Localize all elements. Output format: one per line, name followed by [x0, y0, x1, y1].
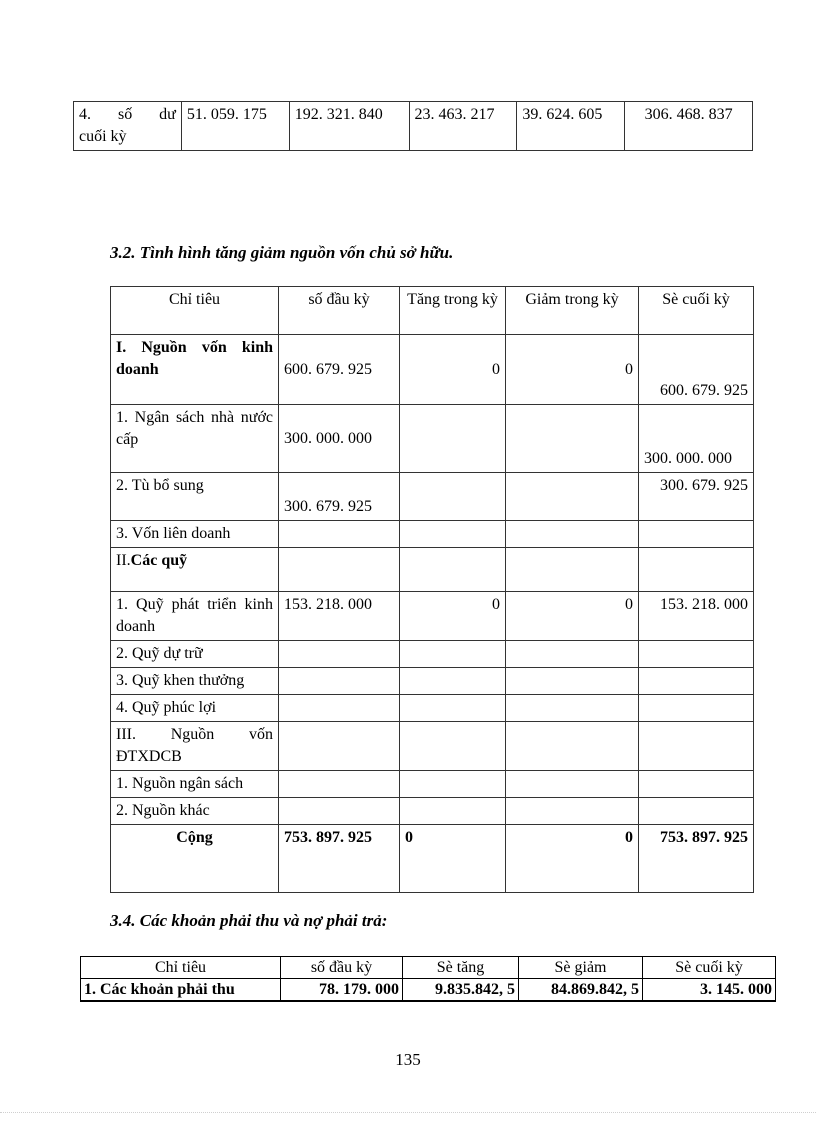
table-header-row — [111, 287, 754, 335]
table-cell — [400, 521, 506, 548]
total-label: Cộng — [111, 825, 279, 893]
header-cell: Sè cuối kỳ — [643, 957, 776, 979]
table-cell — [400, 771, 506, 798]
header-cell: số đầu kỳ — [281, 957, 403, 979]
section-heading-3-4: 3.4. Các khoản phải thu và nợ phải trả: — [110, 911, 388, 930]
table-cell — [400, 641, 506, 668]
table-cell — [639, 548, 754, 592]
table-cell — [279, 771, 400, 798]
table-cell — [400, 405, 506, 473]
table-cell — [279, 668, 400, 695]
table-cell — [639, 668, 754, 695]
row-label: 4. Quỹ phúc lợi — [111, 695, 279, 722]
row-label: 1. Các khoản phải thu — [81, 979, 281, 1002]
table-cell — [279, 521, 400, 548]
table-cell: 300. 679. 925 — [639, 473, 754, 521]
row-label: 1. Nguồn ngân sách — [111, 771, 279, 798]
page-number: 135 — [395, 1050, 421, 1069]
row-label: 3. Vốn liên doanh — [111, 521, 279, 548]
table-cell — [506, 722, 639, 771]
table-cell: 51. 059. 175 — [181, 102, 289, 151]
table-cell: 300. 679. 925 — [279, 473, 400, 521]
table-cell — [639, 695, 754, 722]
table-cell — [400, 668, 506, 695]
row-label: 1. Quỹ phát triển kinh doanh — [111, 592, 279, 641]
table-cell — [639, 641, 754, 668]
table-cell — [279, 722, 400, 771]
row-label-bold: Các quỹ — [130, 552, 188, 569]
carryover-table — [73, 101, 753, 151]
row-label: 2. Nguồn khác — [111, 798, 279, 825]
table-cell: 0 — [400, 825, 506, 893]
table-cell — [506, 473, 639, 521]
table-cell — [639, 521, 754, 548]
table-cell: 23. 463. 217 — [409, 102, 517, 151]
header-cell: số đầu kỳ — [279, 287, 400, 335]
table-row — [74, 102, 753, 151]
table-cell — [506, 771, 639, 798]
row-label — [111, 548, 279, 592]
table-cell: 306. 468. 837 — [625, 102, 753, 151]
table-cell — [400, 695, 506, 722]
table-cell — [279, 548, 400, 592]
table-cell — [506, 641, 639, 668]
row-label: 1. Ngân sách nhà nước cấp — [111, 405, 279, 473]
table-row — [111, 335, 754, 405]
header-cell: Sè cuối kỳ — [639, 287, 754, 335]
table-cell: 9.835.842, 5 — [403, 979, 519, 1002]
table-cell: 600. 679. 925 — [639, 335, 754, 405]
page-bottom-divider — [0, 1112, 816, 1113]
equity-table — [110, 286, 754, 893]
row-label-prefix: II. — [116, 552, 131, 569]
row-label: 3. Quỹ khen thưởng — [111, 668, 279, 695]
row-label: 2. Tù bổ sung — [111, 473, 279, 521]
table-cell: 753. 897. 925 — [279, 825, 400, 893]
table-cell: 153. 218. 000 — [279, 592, 400, 641]
table-row — [111, 798, 754, 825]
table-cell — [279, 695, 400, 722]
table-cell: 0 — [400, 335, 506, 405]
header-cell: Sè giảm — [519, 957, 643, 979]
table-row — [111, 473, 754, 521]
table-cell: 0 — [400, 592, 506, 641]
table-cell: 3. 145. 000 — [643, 979, 776, 1002]
table-cell — [506, 695, 639, 722]
table-cell: 300. 000. 000 — [279, 405, 400, 473]
table-row — [111, 695, 754, 722]
table-cell: 84.869.842, 5 — [519, 979, 643, 1002]
table-cell — [506, 521, 639, 548]
table-cell — [400, 473, 506, 521]
table-cell: 300. 000. 000 — [639, 405, 754, 473]
table-cell: 0 — [506, 335, 639, 405]
table-cell — [639, 798, 754, 825]
table-cell — [279, 798, 400, 825]
table-total-row — [111, 825, 754, 893]
table-row — [111, 771, 754, 798]
table-cell: 192. 321. 840 — [289, 102, 409, 151]
header-cell: Tăng trong kỳ — [400, 287, 506, 335]
table-cell: 0 — [506, 592, 639, 641]
table-header-row — [81, 957, 776, 979]
table-cell: 600. 679. 925 — [279, 335, 400, 405]
table-cell: 0 — [506, 825, 639, 893]
header-cell: Chỉ tiêu — [81, 957, 281, 979]
table-row — [111, 668, 754, 695]
table-cell — [400, 548, 506, 592]
table-cell — [639, 722, 754, 771]
row-label: III. Nguồn vốn ĐTXDCB — [111, 722, 279, 771]
table-cell: 753. 897. 925 — [639, 825, 754, 893]
table-cell — [506, 668, 639, 695]
table-row — [111, 641, 754, 668]
table-row — [111, 722, 754, 771]
table-cell — [506, 798, 639, 825]
table-row — [111, 405, 754, 473]
row-label: I. Nguồn vốn kinh doanh — [111, 335, 279, 405]
table-cell — [279, 641, 400, 668]
table-cell — [400, 798, 506, 825]
table-cell: 39. 624. 605 — [517, 102, 625, 151]
table-cell — [506, 548, 639, 592]
header-cell: Giảm trong kỳ — [506, 287, 639, 335]
header-cell: Chỉ tiêu — [111, 287, 279, 335]
table-cell — [639, 771, 754, 798]
row-label: 2. Quỹ dự trữ — [111, 641, 279, 668]
header-cell: Sè tăng — [403, 957, 519, 979]
row-label-line2: cuối kỳ — [79, 128, 127, 145]
table-cell: 153. 218. 000 — [639, 592, 754, 641]
table-row — [81, 979, 776, 1002]
row-label — [74, 102, 182, 151]
table-row — [111, 521, 754, 548]
receivables-table — [80, 956, 776, 1002]
table-row — [111, 592, 754, 641]
section-heading-3-2: 3.2. Tình hình tăng giảm nguồn vốn chủ sở hữu. — [110, 243, 454, 262]
table-cell — [506, 405, 639, 473]
table-cell — [400, 722, 506, 771]
table-cell: 78. 179. 000 — [281, 979, 403, 1002]
row-label-line1: 4. số dư — [79, 106, 176, 123]
table-row — [111, 548, 754, 592]
